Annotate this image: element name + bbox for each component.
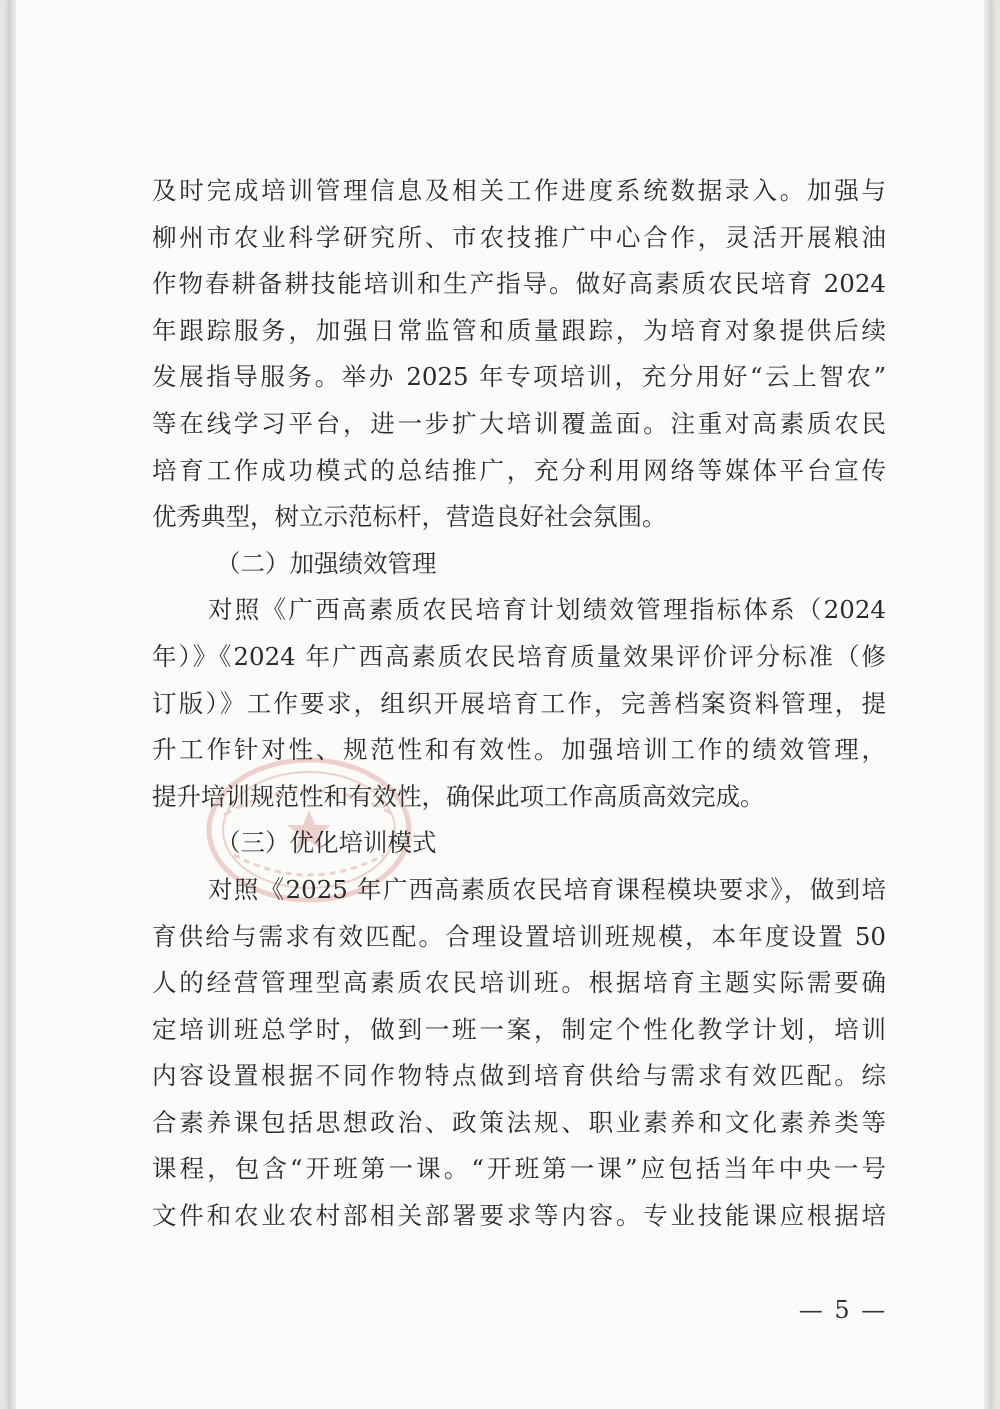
text-line: 升工作针对性、规范性和有效性。加强培训工作的绩效管理， (152, 735, 886, 765)
text-line: 课程，包含“开班第一课。“开班第一课”应包括当年中央一号 (152, 1154, 886, 1184)
text-line: 发展指导服务。举办 2025 年专项培训，充分用好“云上智农” (152, 362, 886, 392)
page-left-edge (8, 0, 16, 1409)
page-number: — 5 — (798, 1296, 888, 1324)
text-line: 等在线学习平台，进一步扩大培训覆盖面。注重对高素质农民 (152, 408, 886, 438)
text-line: 内容设置根据不同作物特点做到培育供给与需求有效匹配。综 (152, 1061, 886, 1091)
section-heading: （三）优化培训模式 (216, 828, 437, 858)
text-line: 培育工作成功模式的总结推广，充分利用网络等媒体平台宣传 (152, 455, 886, 485)
text-line: 作物春耕备耕技能培训和生产指导。做好高素质农民培育 2024 (152, 269, 886, 299)
text-line: 年跟踪服务，加强日常监管和质量跟踪，为培育对象提供后续 (152, 315, 886, 345)
text-line: 订版）》工作要求，组织开展培育工作，完善档案资料管理，提 (152, 688, 886, 718)
text-line: 定培训班总学时，做到一班一案，制定个性化教学计划，培训 (152, 1014, 886, 1044)
text-line: 提升培训规范性和有效性，确保此项工作高质高效完成。 (152, 781, 765, 811)
text-line: 人的经营管理型高素质农民培训班。根据培育主题实际需要确 (152, 968, 886, 998)
text-line: 文件和农业农村部相关部署要求等内容。专业技能课应根据培 (152, 1201, 886, 1231)
text-line: 年）》《2024 年广西高素质农民培育质量效果评价评分标准（修 (152, 641, 886, 671)
document-page (8, 0, 992, 1409)
body-text (152, 168, 886, 1240)
text-line: 柳州市农业科学研究所、市农技推广中心合作，灵活开展粮油 (152, 222, 886, 252)
text-line: 优秀典型，树立示范标杆，营造良好社会氛围。 (152, 502, 667, 532)
text-line: 育供给与需求有效匹配。合理设置培训班规模，本年度设置 50 (152, 921, 886, 951)
text-line: 及时完成培训管理信息及相关工作进度系统数据录入。加强与 (152, 176, 886, 205)
text-line: 对照《2025 年广西高素质农民培育课程模块要求》，做到培 (208, 874, 886, 904)
page-right-edge (984, 0, 992, 1409)
text-line: 合素养课包括思想政治、政策法规、职业素养和文化素养类等 (152, 1107, 886, 1137)
section-heading: （二）加强绩效管理 (216, 548, 437, 578)
text-line: 对照《广西高素质农民培育计划绩效管理指标体系（2024 (208, 595, 886, 625)
